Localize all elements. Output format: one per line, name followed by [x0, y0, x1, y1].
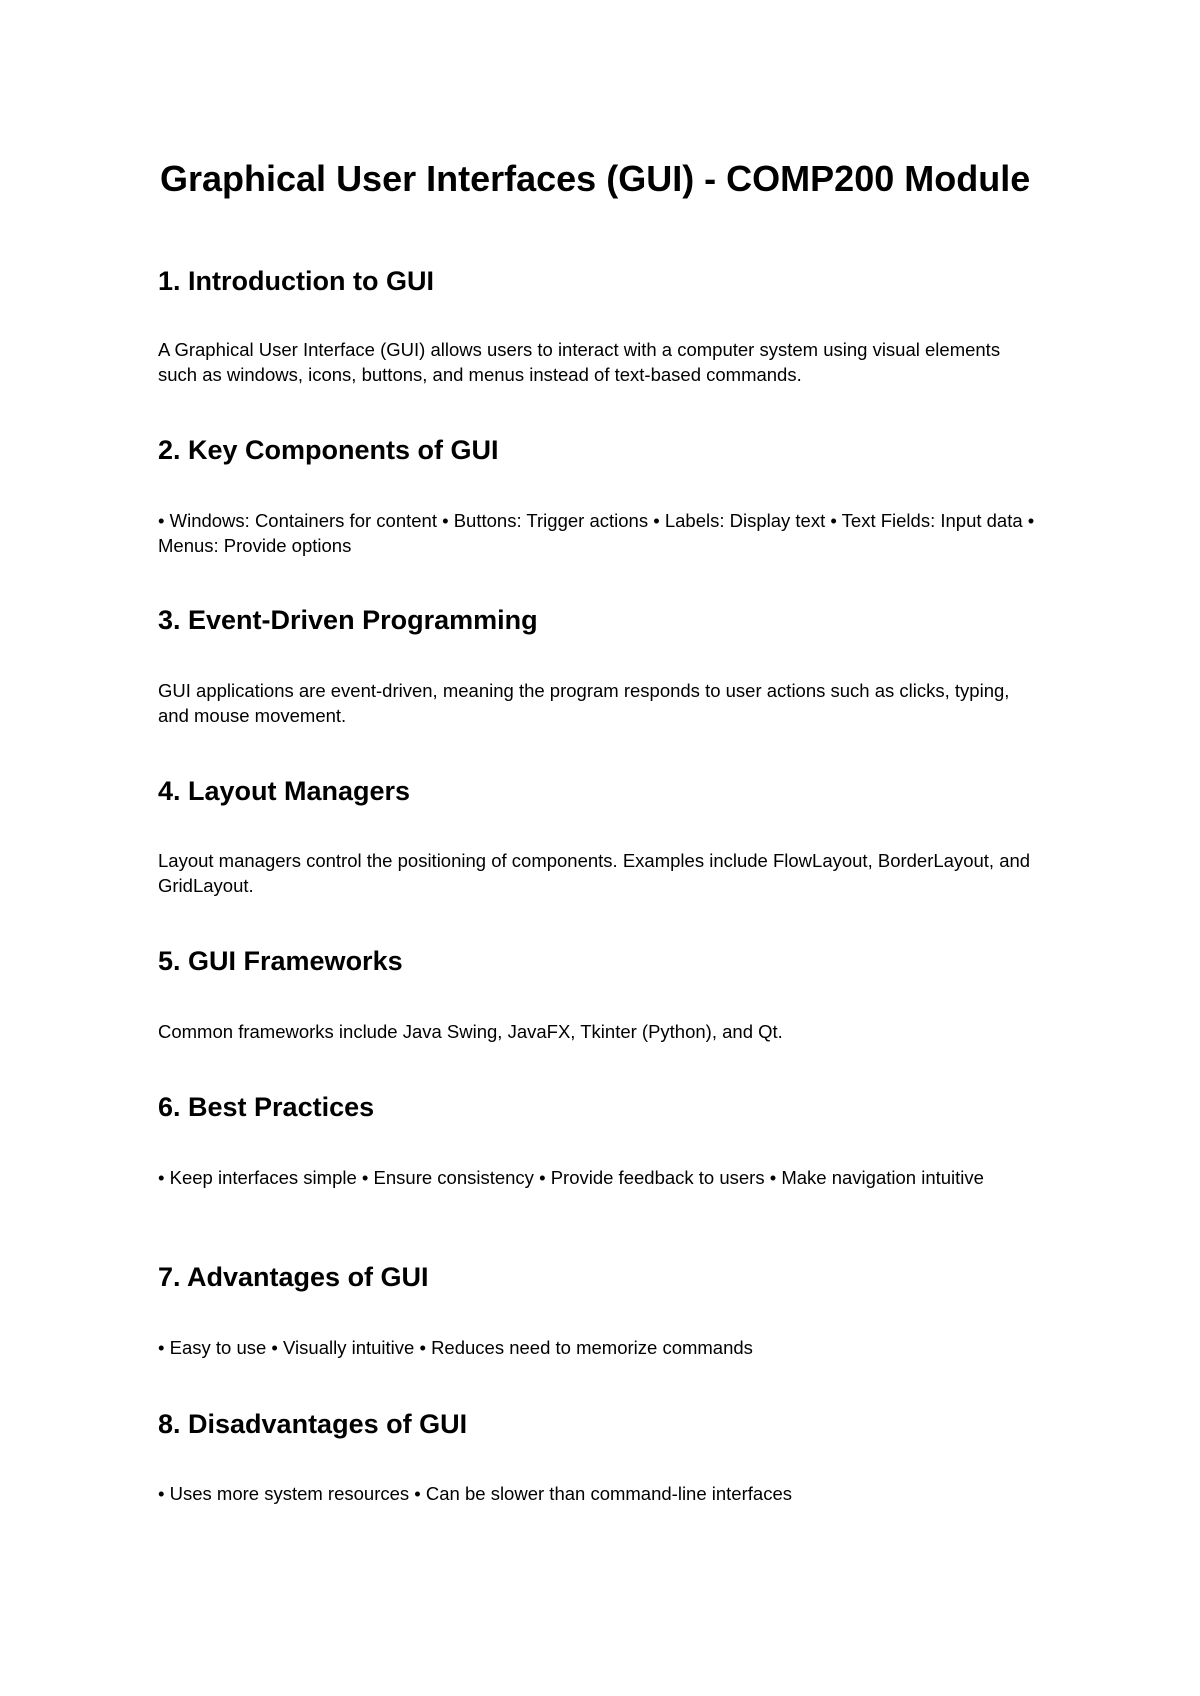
section-body-layout-managers: Layout managers control the positioning of components. Examples include FlowLayout, BorderLayout, and GridLayout.	[158, 850, 1031, 896]
section-body-best-practices: • Keep interfaces simple • Ensure consistency • Provide feedback to users • Make navigation intuitive	[158, 1167, 984, 1188]
section-heading-frameworks: 5. GUI Frameworks	[158, 946, 403, 976]
section-heading-advantages: 7. Advantages of GUI	[158, 1262, 429, 1292]
section-body-key-components: • Windows: Containers for content • Buttons: Trigger actions • Labels: Display text • Text Fields: Input data • Menus: Provide options	[158, 510, 1035, 556]
section-heading-layout-managers: 4. Layout Managers	[158, 776, 411, 806]
section-body-frameworks: Common frameworks include Java Swing, JavaFX, Tkinter (Python), and Qt.	[158, 1021, 783, 1042]
section-heading-disadvantages: 8. Disadvantages of GUI	[158, 1409, 468, 1439]
section-heading-key-components: 2. Key Components of GUI	[158, 435, 499, 465]
section-heading-event-driven: 3. Event-Driven Programming	[158, 605, 538, 635]
section-body-event-driven: GUI applications are event-driven, meaning the program responds to user actions such as clicks, typing, and mouse movement.	[158, 680, 1010, 726]
section-body-disadvantages: • Uses more system resources • Can be slower than command-line interfaces	[158, 1483, 792, 1504]
section-heading-introduction: 1. Introduction to GUI	[158, 266, 434, 296]
section-heading-best-practices: 6. Best Practices	[158, 1092, 375, 1122]
section-body-introduction: A Graphical User Interface (GUI) allows users to interact with a computer system using visual elements such as windows, icons, buttons, and menus instead of text-based commands.	[158, 339, 1001, 385]
section-body-advantages: • Easy to use • Visually intuitive • Reduces need to memorize commands	[158, 1337, 753, 1358]
document-title: Graphical User Interfaces (GUI) - COMP200 Module	[160, 158, 1031, 199]
